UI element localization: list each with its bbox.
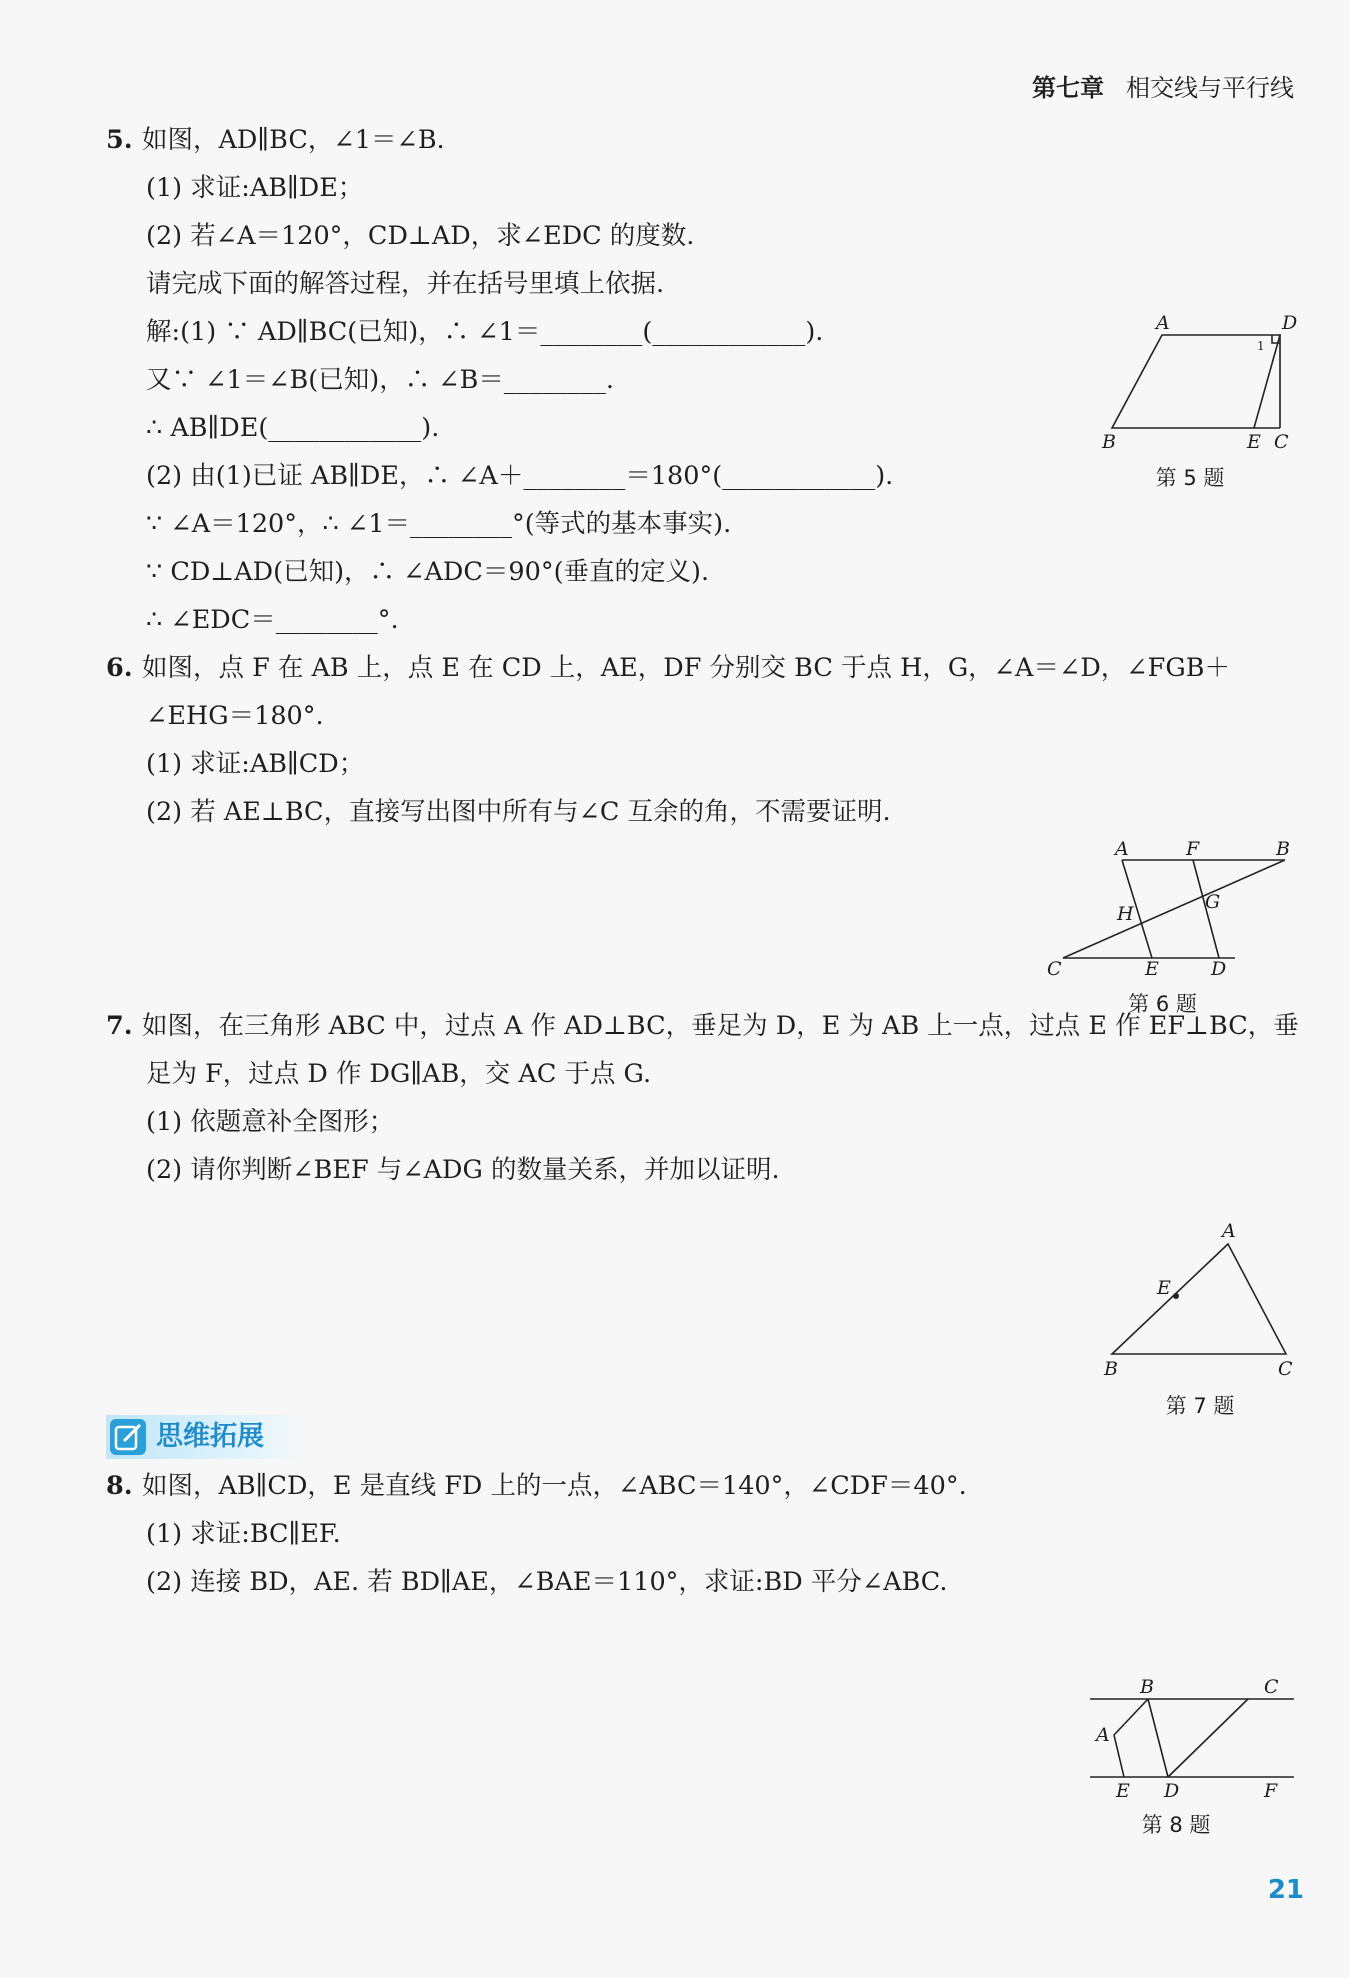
q5-line-0 — [106, 116, 1290, 164]
q6-stem: 如图，点 F 在 AB 上，点 E 在 CD 上，AE，DF 分别交 BC 于点 H，G，∠A＝∠D，∠FGB＋ — [142, 653, 1230, 683]
q5-line-7: (2) 由(1)已证 AB∥DE，∴ ∠A＋________＝180°(____________). — [146, 461, 894, 491]
fig8-segment-ae — [1114, 1735, 1124, 1777]
fig7-label-a: A — [1222, 1220, 1236, 1242]
q5-line-2: (2) 若∠A＝120°，CD⊥AD，求∠EDC 的度数. — [146, 221, 695, 251]
fig7-label-b: B — [1104, 1358, 1118, 1380]
fig6-label-e: E — [1145, 958, 1159, 980]
section-title: 思维拓展 — [156, 1421, 264, 1452]
q5-line-5: 又∵ ∠1＝∠B(已知)，∴ ∠B＝________. — [146, 365, 615, 395]
q5-stem: 如图，AD∥BC，∠1＝∠B. — [142, 125, 445, 155]
q7-line-3: (2) 请你判断∠BEF 与∠ADG 的数量关系，并加以证明. — [146, 1155, 780, 1185]
q8-line-0 — [106, 1462, 1290, 1510]
chapter-header — [1032, 68, 1294, 103]
q6-line-3: (2) 若 AE⊥BC，直接写出图中所有与∠C 互余的角，不需要证明. — [146, 797, 891, 827]
figure-5 — [1100, 310, 1300, 500]
fig5-parallelogram — [1112, 335, 1280, 428]
fig5-label-b: B — [1102, 431, 1116, 453]
fig8-label-a: A — [1096, 1724, 1110, 1746]
fig6-label-g: G — [1205, 891, 1221, 913]
fig5-label-d: D — [1282, 312, 1298, 334]
fig8-label-e: E — [1116, 1780, 1130, 1802]
q8-line-1: (1) 求证:BC∥EF. — [146, 1519, 341, 1549]
q6-line-2: (1) 求证:AB∥CD； — [146, 749, 365, 779]
fig8-segment-ba — [1114, 1699, 1148, 1735]
fig6-caption: 第 6 题 — [1128, 992, 1197, 1016]
fig5-caption: 第 5 题 — [1155, 466, 1225, 490]
q8-stem: 如图，AB∥CD，E 是直线 FD 上的一点，∠ABC＝140°，∠CDF＝40°. — [142, 1471, 967, 1501]
fig8-segment-bd — [1148, 1699, 1168, 1777]
fig8-caption: 第 8 题 — [1141, 1813, 1211, 1837]
q7-number: 7. — [106, 1011, 133, 1041]
fig8-label-c: C — [1264, 1676, 1279, 1698]
fig7-point-e — [1173, 1293, 1179, 1299]
q8-number: 8. — [106, 1471, 133, 1501]
q5-line-3: 请完成下面的解答过程，并在括号里填上依据. — [146, 269, 665, 299]
fig6-line-cb — [1063, 860, 1285, 958]
chapter-number: 第七章 — [1032, 74, 1104, 102]
q5-line-1: (1) 求证:AB∥DE； — [146, 173, 364, 203]
fig7-caption: 第 7 题 — [1165, 1394, 1235, 1418]
q7-line-1: 足为 F，过点 D 作 DG∥AB，交 AC 于点 G. — [146, 1059, 652, 1089]
fig7-label-c: C — [1278, 1358, 1293, 1380]
fig8-label-b: B — [1140, 1676, 1154, 1698]
q7-stem: 如图，在三角形 ABC 中，过点 A 作 AD⊥BC，垂足为 D，E 为 AB 上一点，过点 E 作 EF⊥BC，垂 — [142, 1011, 1299, 1041]
fig8-label-f: F — [1264, 1780, 1278, 1802]
fig6-label-h: H — [1117, 903, 1134, 925]
fig8-label-d: D — [1164, 1780, 1180, 1802]
q5-line-6: ∴ AB∥DE(____________). — [146, 413, 440, 443]
q5-line-10: ∴ ∠EDC＝________°. — [146, 605, 399, 635]
figure-6 — [1045, 838, 1300, 1018]
fig5-label-c: C — [1274, 431, 1289, 453]
q5-line-8: ∵ ∠A＝120°，∴ ∠1＝________°(等式的基本事实). — [146, 509, 732, 539]
q6-number: 6. — [106, 653, 133, 683]
page-number: 21 — [1267, 1875, 1304, 1905]
q5-line-9: ∵ CD⊥AD(已知)，∴ ∠ADC＝90°(垂直的定义). — [146, 557, 710, 587]
q7-line-2: (1) 依题意补全图形； — [146, 1107, 395, 1137]
fig6-label-c: C — [1047, 958, 1062, 980]
q6-line-0 — [106, 644, 1290, 692]
figure-8 — [1088, 1675, 1300, 1845]
fig6-label-f: F — [1186, 838, 1200, 860]
fig6-label-a: A — [1115, 838, 1129, 860]
fig6-label-d: D — [1211, 958, 1227, 980]
fig7-label-e: E — [1157, 1277, 1171, 1299]
chapter-title: 相交线与平行线 — [1126, 74, 1294, 102]
fig5-label-e: E — [1247, 431, 1261, 453]
section-banner — [106, 1415, 302, 1459]
q5-line-4: 解:(1) ∵ AD∥BC(已知)，∴ ∠1＝________(____________). — [146, 317, 824, 347]
q6-line-1: ∠EHG＝180°. — [146, 701, 324, 731]
fig8-segment-dc — [1168, 1699, 1248, 1777]
pencil-icon — [110, 1419, 146, 1455]
fig5-label-angle-1: 1 — [1257, 339, 1265, 353]
figure-7 — [1100, 1218, 1300, 1418]
q8-line-2: (2) 连接 BD，AE. 若 BD∥AE，∠BAE＝110°，求证:BD 平分∠ABC. — [146, 1567, 948, 1597]
fig7-triangle-abc — [1112, 1244, 1286, 1354]
q5-number: 5. — [106, 125, 133, 155]
fig6-label-b: B — [1276, 838, 1290, 860]
fig5-label-a: A — [1156, 312, 1170, 334]
